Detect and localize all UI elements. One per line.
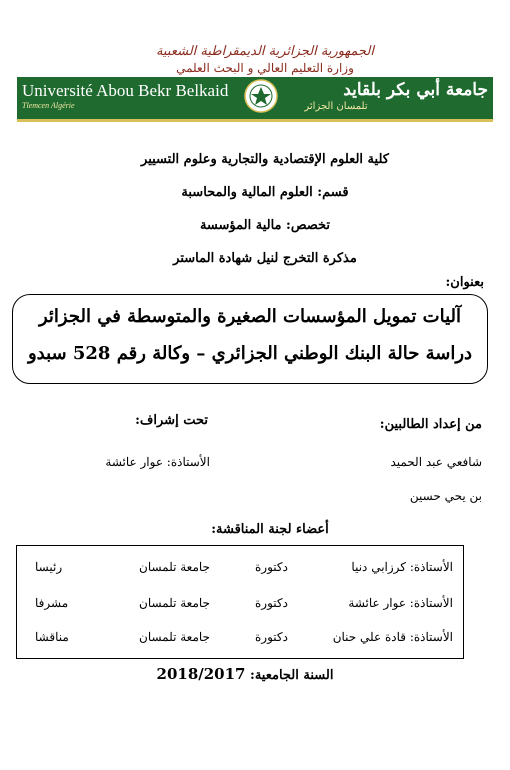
university-name-ar: جامعة أبي بكر بلقايد bbox=[343, 80, 488, 100]
student-name: بن يحي حسين bbox=[409, 489, 482, 503]
jury-member-role: مشرفا bbox=[35, 596, 69, 610]
jury-member-role: رئيسا bbox=[35, 560, 63, 574]
memoir-type: مذكرة التخرج لنيل شهادة الماستر bbox=[173, 251, 357, 266]
jury-member-university: جامعة تلمسان bbox=[139, 596, 210, 610]
academic-year bbox=[120, 665, 370, 683]
department-name: قسم: العلوم المالية والمحاسبة bbox=[181, 185, 349, 200]
jury-member-role: مناقشا bbox=[35, 630, 69, 644]
ministry-heading: وزارة التعليم العالي و البحث العلمي bbox=[176, 61, 354, 75]
jury-member-grade: دكتورة bbox=[255, 630, 288, 644]
thesis-title-line2: دراسة حالة البنك الوطني الجزائري – وكالة رقم 528 سبدو bbox=[27, 343, 473, 364]
university-location-fr: Tlemcen Algérie bbox=[22, 101, 75, 110]
year-label: السنة الجامعية: bbox=[250, 668, 334, 683]
jury-member-name: الأستاذة: قادة علي حنان bbox=[332, 630, 453, 644]
thesis-title-line1: آليات تمويل المؤسسات الصغيرة والمتوسطة في الجزائر bbox=[38, 306, 462, 327]
jury-member-grade: دكتورة bbox=[255, 560, 288, 574]
supervisor-name: الأستاذة: عوار عائشة bbox=[105, 455, 210, 469]
year-value: 2018/2017 bbox=[156, 665, 246, 683]
specialty-name: تخصص: مالية المؤسسة bbox=[199, 218, 331, 233]
university-location-ar: تلمسان الجزائر bbox=[304, 101, 368, 112]
jury-member-name: الأستاذة: عوار عائشة bbox=[348, 596, 453, 610]
jury-member-university: جامعة تلمسان bbox=[139, 630, 210, 644]
jury-label: أعضاء لجنة المناقشة: bbox=[211, 522, 329, 537]
jury-row bbox=[27, 596, 453, 622]
jury-member-grade: دكتورة bbox=[255, 596, 288, 610]
student-name: شافعي عبد الحميد bbox=[390, 455, 482, 469]
jury-row bbox=[27, 630, 453, 656]
jury-member-name: الأستاذة: كرزابي دنيا bbox=[351, 560, 453, 574]
jury-table bbox=[16, 545, 464, 659]
supervision-label: تحت إشراف: bbox=[135, 413, 208, 428]
title-label: بعنوان: bbox=[445, 275, 484, 290]
jury-row bbox=[27, 560, 453, 586]
jury-member-university: جامعة تلمسان bbox=[139, 560, 210, 574]
students-label: من إعداد الطالبين: bbox=[379, 417, 482, 432]
faculty-name: كلية العلوم الإقتصادية والتجارية وعلوم التسيير bbox=[141, 152, 389, 167]
university-name-fr: Université Abou Bekr Belkaid bbox=[22, 81, 229, 100]
banner-stripe bbox=[17, 119, 493, 122]
republic-heading: الجمهورية الجزائرية الديمقراطية الشعبية bbox=[156, 44, 374, 59]
university-seal-icon bbox=[244, 79, 278, 113]
